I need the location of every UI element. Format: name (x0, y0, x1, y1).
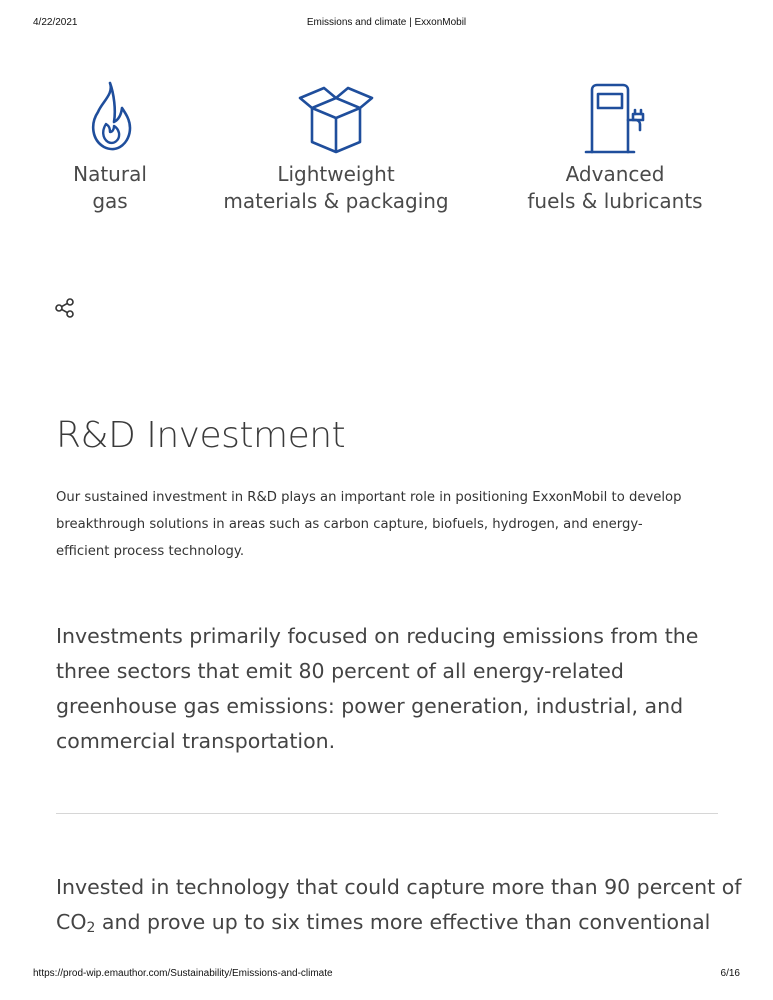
icon-label-advanced-fuels: Advanced fuels & lubricants (527, 162, 703, 213)
share-icon (54, 297, 76, 319)
solutions-icon-row (0, 80, 773, 240)
box-icon (296, 80, 376, 155)
flame-icon (84, 80, 136, 155)
highlight-statement-2 (56, 870, 746, 946)
subscript-2: 2 (86, 920, 96, 936)
print-url: https://prod-wip.emauthor.com/Sustainability/Emissions-and-climate (33, 968, 333, 979)
section-body: Our sustained investment in R&D plays an important role in positioning ExxonMobil to develop breakthrough solutions in areas such as carbon capture, biofuels, hydrogen, and energy-efficient process technology. (56, 490, 682, 559)
print-page-title: Emissions and climate | ExxonMobil (306, 17, 467, 28)
icon-label-lightweight-materials: Lightweight materials & packaging (223, 162, 449, 213)
section-divider (56, 813, 718, 814)
page-number: 6/16 (720, 968, 740, 979)
share-button[interactable] (54, 297, 76, 319)
section-title: R&D Investment (56, 415, 346, 456)
lightweight-materials-card (216, 80, 456, 215)
print-date: 4/22/2021 (33, 17, 78, 28)
icon-label-natural-gas: Natural gas (73, 162, 147, 213)
natural-gas-card (42, 80, 178, 215)
advanced-fuels-card (515, 80, 715, 215)
highlight2-text: Invested in technology that could capture more than 90 percent of CO (56, 875, 742, 934)
fuel-pump-plug-icon (580, 80, 650, 155)
highlight2-text-cont: and prove up to six times more effective than conventional (95, 910, 711, 934)
highlight-statement: Investments primarily focused on reducing emissions from the three sectors that emit 80 percent of all energy-related greenhouse gas emissions: power generation, industrial, and commercial transportation. (56, 624, 699, 753)
